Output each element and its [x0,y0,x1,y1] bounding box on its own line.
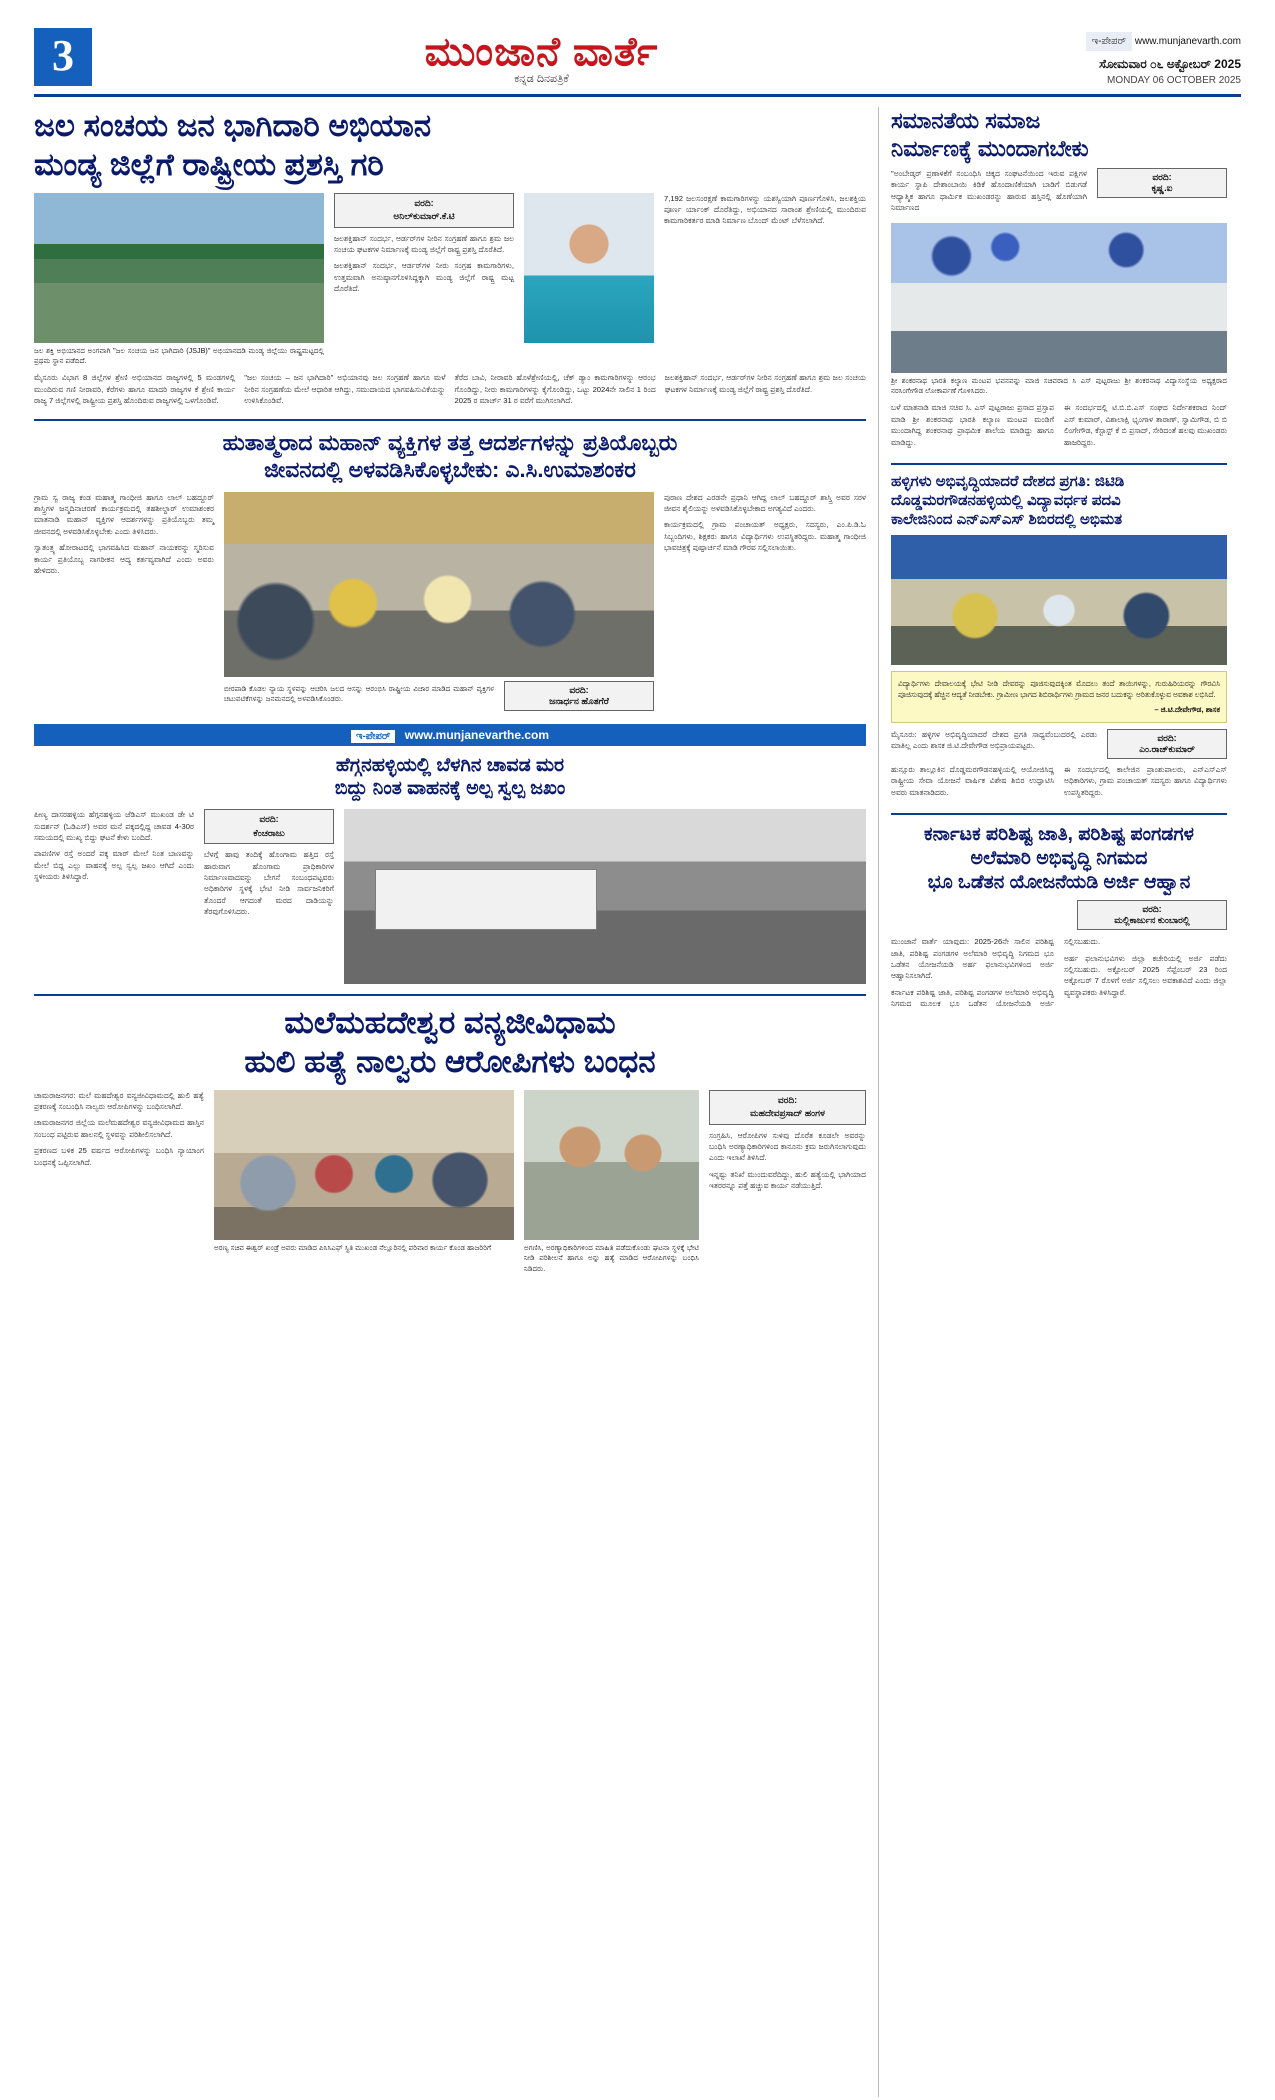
right-mid-quotebox [891,671,1227,723]
lead-byline-label: ವರದಿ: [414,197,434,208]
third-byline [204,809,334,844]
right-bottom-body [891,936,1227,1009]
fourth-byline-label: ವರದಿ: [777,1094,798,1105]
right-top-byline-name: ಕೃಷ್ಣ.ಐ [1151,183,1173,193]
right-top-photo-inauguration [891,223,1227,373]
fourth-photo-police [214,1090,514,1240]
right-mid-para-2: ಹುನ್ಸೂರು ತಾಲ್ಲೂಕಿನ ದೊಡ್ಡಮರಗೌಡನಹಳ್ಳಿಯಲ್ಲಿ ಆಯೋಜಿಸಿದ್ದ ರಾಷ್ಟ್ರೀಯ ಸೇವಾ ಯೋಜನೆ ವಾರ್ಷಿಕ ವಿಶೇಷ ಶಿಬಿರ ಉದ್ಘಾಟಿಸಿ ಅವರು ಮಾತನಾಡಿದರು. [891,764,1054,797]
fourth-para-1: ಚಾಮರಾಜನಗರ: ಮಲೆ ಮಹದೇಶ್ವರ ವನ್ಯಜೀವಿಧಾಮದಲ್ಲಿ ಹುಲಿ ಹತ್ಯೆ ಪ್ರಕರಣಕ್ಕೆ ಸಂಬಂಧಿಸಿ ನಾಲ್ವರು ಆರೋಪಿಗಳನ್ನು ಬಂಧಿಸಲಾಗಿದೆ. [34,1090,204,1112]
epaper-label: ಇ-ಪೇಪರ್ [1086,32,1132,51]
right-bottom-byline-name: ಮಲ್ಲಿಕಾರ್ಜುನ ಕುಂಬಾರಲ್ಲಿ [1114,915,1190,926]
lead-photo-caption: ಜಲ ಶಕ್ತಿ ಅಭಿಯಾನದ ಅಂಗವಾಗಿ "ಜಲ ಸಂಚಯ ಜನ ಭಾಗಿದಾರಿ (JSJB)" ಅಭಿಯಾನದಡಿ ಮಂಡ್ಯ ಜಿಲ್ಲೆಯು ರಾಷ್ಟ್ರಮಟ್ಟದಲ್ಲಿ ಪ್ರಥಮ ಸ್ಥಾನ ಪಡೆದಿದೆ. [34,345,324,365]
second-headline-line1: ಹುತಾತ್ಮರಾದ ಮಹಾನ್ ವ್ಯಕ್ತಿಗಳ ತತ್ತ ಆದರ್ಶಗಳನ್ನು ಪ್ರತಿಯೊಬ್ಬರು [222,429,678,455]
right-mid-headline-line2: ದೊಡ್ಡಮರಗೌಡನಹಳ್ಳಿಯಲ್ಲಿ ವಿದ್ಯಾವರ್ಧಕ ಪದವಿ [891,491,1121,509]
right-mid-quote-attribution: – ಜಿ.ಟಿ.ದೇವೇಗೌಡ, ಶಾಸಕ [1154,705,1220,715]
third-headline-line1: ಹೆಗ್ಗನಹಳ್ಳಿಯಲ್ಲಿ ಬೆಳಗಿನ ಚಾವಡ ಮರ [335,754,565,776]
right-mid-photo-camp [891,535,1227,665]
right-top-para-3: ಈ ಸಂದರ್ಭದಲ್ಲಿ ಟಿ.ಬಿ.ಬಿ.ಎಸ್ ಸಂಘದ ನಿರ್ದೇಶಕರಾದ ನಿಂದ್ ಎಸ್ ಕುಮಾರ್, ವಿಶಾಲಾಕ್ಷಿ ಭೃಂಗಾಳ ತಾರಾಣ್, ಸ್ವಾಮಿಗೌಡ, ಬಿ ಬಿ ಲಿಂಗೇಗೌಡ, ಕೆಸ್ಟಾಸ್ಟ್ ಕೆ ಬಿ ಪ್ರಸಾದ್, ಸೇರಿದಂತೆ ಹಲವು ಮುಖಂಡರು ಹಾಜರಿದ್ದರು. [1064,403,1227,447]
fourth-caption-left: ಅರಣ್ಯ ಸಚಿವ ಈಶ್ವರ್ ಖಂಡ್ರೆ ಅವರು ಮಾಡಿದ ಪಿಸಿಸಿಎಫ್ ಸ್ಥಿತಿ ಮುಖಂಡ ನೆಲ್ಲೂರಿನಲ್ಲಿ ಪರಿವಾರ ಕಾರ್ಯ ಕೊಂಡ ಹಾಜರಿರಿಗೆ [214,1242,492,1252]
right-top-para-2: ಬಳೆ ಮಾತನಾಡಿ ಮಾಜಿ ಸಚಿವ ಸಿ. ಎಸ್ ಪುಟ್ಟರಾಜು ಪ್ರಸಾದ ಪ್ರಸ್ತಾಪ ಮಾಡಿ ಶ್ರೀ ಶಂಕರನಾಥ ಭಾರತಿ ಕಲ್ಯಾಣ ಮಂಟಪ ಮಂಡಿಗೆ ಮುಂದಾಗಿದ್ದ ಶಂಕರನಾಥ ಪ್ರಾಥಮಿಕ ಶಾಲೆಯ ಮಾಡಿದ್ದು ಹಾಗೂ ಮಾಡಿದ್ದು. [891,403,1054,447]
right-bottom-para-3: ಅರ್ಹ ಫಲಾನುಭವಿಗಳು ಜಿಲ್ಲಾ ಕಚೇರಿಯಲ್ಲಿ ಅರ್ಜಿ ಪಡೆದು ಸಲ್ಲಿಸಬಹುದು. ಅಕ್ಟೋಬರ್ 2025 ಸೆಪ್ಟೆಂಬರ್ 23 ರಿಂದ ಅಕ್ಟೋಬರ್ 7 ರೊಳಗೆ ಅರ್ಜಿ ಸಲ್ಲಿಸಲು ಅವಕಾಶವಿದೆ ಎಂದು ಜಿಲ್ಲಾ ವ್ಯವಸ್ಥಾಪಕರು ತಿಳಿಸಿದ್ದಾರೆ. [1064,953,1227,997]
page-number: 3 [34,28,92,86]
epaper-webbar-url[interactable]: www.munjanevarthe.com [404,727,550,742]
fourth-byline [709,1090,866,1125]
lead-story [34,107,866,409]
right-bottom-byline [1077,900,1227,930]
second-para-4: ಕಾರ್ಯಕ್ರಮದಲ್ಲಿ ಗ್ರಾಮ ಪಂಚಾಯತ್ ಅಧ್ಯಕ್ಷರು, ಸದಸ್ಯರು, ಎಂ.ಪಿ.ಡಿ.ಓ ಸಿಬ್ಬಂದಿಗಳು, ಶಿಕ್ಷಕರು ಹಾಗೂ ವಿದ್ಯಾರ್ಥಿಗಳು ಉಪಸ್ಥಿತರಿದ್ದರು. ಮಹಾತ್ಮ ಗಾಂಧೀಜಿ ಭಾವಚಿತ್ರಕ್ಕೆ ಪುಷ್ಪಾರ್ಚನೆ ಮಾಡಿ ಗೌರವ ಸಲ್ಲಿಸಲಾಯಿತು. [664,520,866,553]
right-top-byline-label: ವರದಿ: [1152,172,1172,182]
right-mid-byline-name: ಎಂ.ರಾಜ್‌ಕುಮಾರ್ [1139,743,1195,754]
right-bottom-story [891,823,1227,1010]
third-para-3: ಬೆಳಗ್ಗೆ ಹಾವು ತಂದಿಕ್ಕೆ ಹೊಂಗಾಮ ಹತ್ತಿದ ರಸ್ತೆ ಹಾರುವಾಗ ಹೊಂಗಾಮ ಪ್ರಾಧಿಕಾರಿಗಳ ನಿರ್ಮಾಣವಾದವನ್ನು ಬೇಗನೆ ಸಂಬಂಧಪಟ್ಟವರು ಅಧಿಕಾರಿಗಳ ಸ್ಥಳಕ್ಕೆ ಭೇಟಿ ನೀಡಿ ಸಾರ್ವಜನಿಕರಿಗೆ ತೊಂದರೆ ಆಗದಂತೆ ಮರದ ದಾಡಿಯನ್ನು ತೆರವುಗೊಳಿಸಿದರು. [204,850,334,917]
lead-byline-name: ಅನಿಲ್‌ಕುಮಾರ್.ಕೆ.ಟಿ [393,211,455,221]
lead-headline-line1: ಜಲ ಸಂಚಯ ಜನ ಭಾಗಿದಾರಿ ಅಭಿಯಾನ [34,108,432,143]
lead-byline [334,193,514,228]
right-mid-story [891,473,1227,803]
epaper-webbar-tag: ಇ-ಪೇಪರ್ [351,730,395,743]
lead-body [34,372,866,408]
lead-para-4: "ಜಲ ಸಂಚಯ – ಜನ ಭಾಗಿದಾರಿ" ಅಭಿಯಾನವು ಜಲ ಸಂಗ್ರಹಣೆ ಹಾಗೂ ಮಳೆ ನೀರಿನ ಸಂಗ್ರಹಣೆಯ ಮೇಲೆ ಆಧಾರಿತ ಆಗಿದ್ದು, ಸಮುದಾಯದ ಭಾಗವಹಿಸುವಿಕೆಯನ್ನು ಉಳಿಸಿಕೊಂಡಿವೆ. [244,373,446,406]
third-para-1: ಪೀಣ್ಯ ದಾಸರಹಳ್ಳಿಯ ಹೆಗ್ಗನಹಳ್ಳಿಯ ಜೆಡಿಎಸ್ ಮುಖಂಡ ಡೇ ಟಿ ಸುದರ್ಶನ್ (ಓಡಿಎಸ್) ಅವರ ಮನೆ ಪಕ್ಕದಲ್ಲಿದ್ದ ಚಾವಡ 4-30ರ ಸಮಯದಲ್ಲಿ ಮುಖ್ಯ ಬಿದ್ದು ಘಟನೆ ಕೇಳು ಬಂದಿದೆ. [34,810,194,842]
right-bottom-headline-line1: ಕರ್ನಾಟಕ ಪರಿಶಿಷ್ಟ ಜಾತಿ, ಪರಿಶಿಷ್ಟ ಪಂಗಡಗಳ [924,824,1194,846]
right-bottom-byline-label: ವರದಿ: [1142,904,1162,915]
right-mid-para-1: ಮೈಸೂರು: ಹಳ್ಳಿಗಳ ಅಭಿವೃದ್ಧಿಯಾದರೆ ದೇಶದ ಪ್ರಗತಿ ಸಾಧ್ಯವೆಂಬುದರಲ್ಲಿ ಎರಡು ಮಾತಿಲ್ಲ ಎಂದು ಶಾಸಕ ಜಿ.ಟಿ.ದೇವೇಗೌಡ ಅಭಿಪ್ರಾಯಪಟ್ಟರು. [891,729,1097,751]
third-byline-name: ಕೆಂಚರಾಜು [253,827,285,838]
masthead [34,28,1241,97]
fourth-headline-line2: ಹುಲಿ ಹತ್ಯೆ ನಾಲ್ವರು ಆರೋಪಿಗಳು ಬಂಧನ [244,1043,656,1079]
right-bottom-para-2: ಕರ್ನಾಟಕ ಪರಿಶಿಷ್ಟ ಜಾತಿ, ಪರಿಶಿಷ್ಟ ಪಂಗಡಗಳ ಅಲೆಮಾರಿ ಅಭಿವೃದ್ಧಿ ನಿಗಮದ ಮೂಲಕ ಭೂ ಒಡೆತನ ಯೋಜನೆಯಡಿ ಅರ್ಜಿ ಸಲ್ಲಿಸಬಹುದು. [891,937,1101,1009]
lead-para-3: ಮೈಸೂರು ವಿಭಾಗ 8 ಜಿಲ್ಲೆಗಳ ಶ್ರೇಣಿ ಅಭಿಯಾನದ ರಾಜ್ಯಗಳಲ್ಲಿ 5 ಮಂಡಗಳಲ್ಲಿ ಮುಂದಿರುವ ಗಣಿ ನೀರಾವರಿ, ಕೆರೆಗಳು ಹಾಗೂ ಮಾದರಿ ರಾಜ್ಯಗಳ ಕೆ ಶ್ರೇಣಿ ಕಾರ್ಯ ರಾಜ್ಯ 7 ಜಿಲ್ಲೆಗಳಲ್ಲಿ ರಾಷ್ಟ್ರೀಯ ಪ್ರಶಸ್ತಿ ಹೊಂದಿರುವ ರಾಜ್ಯಗಳಲ್ಲಿ ಒಳಗೊಂಡಿವೆ. [34,373,236,406]
fourth-headline-line1: ಮಲೆಮಹದೇಶ್ವರ ವನ್ಯಜೀವಿಧಾಮ [284,1005,616,1041]
fourth-story [34,1004,866,1274]
third-story [34,754,866,985]
right-top-body [891,402,1227,453]
right-mid-headline-line3: ಕಾಲೇಜಿನಿಂದ ಎನ್‌ಎಸ್‌ಎಸ್ ಶಿಬಿರದಲ್ಲಿ ಅಭಿಮತ [891,510,1123,528]
second-headline-line2: ಜೀವನದಲ್ಲಿ ಅಳವಡಿಸಿಕೊಳ್ಳಬೇಕು: ಎ.ಸಿ.ಉಮಾಶಂಕರ [264,457,636,483]
lead-para-5: 7,192 ಜಲಸಂರಕ್ಷಣೆ ಕಾಮಗಾರಿಗಳನ್ನು ಯಶಸ್ವಿಯಾಗಿ ಪೂರ್ಣಗೊಳಿಸಿ, ಜಲಶಕ್ತಿಯ ಪೂರ್ಣ ರ್ಯಾಂಕ್ ದೊರೆತಿದ್ದು, ಅಭಿಯಾನದ ಸಾರಾಂಶ ಶ್ರೇಣಿಯಲ್ಲಿ ಮುಂದಿರುವ ಕಾಮಗಾರಿಕರ್ತರ ಮಾಡಿ ನಿರ್ಮಾಣ ಬೊಂದ್ ಮೆಂಟ್ ಬೆಳೆಸಲಾಗಿದೆ. [664,193,866,226]
right-mid-para-3: ಈ ಸಂದರ್ಭದಲ್ಲಿ ಕಾಲೇಜಿನ ಪ್ರಾಂಶುಪಾಲರು, ಎನ್‌ಎಸ್‌ಎಸ್ ಅಧಿಕಾರಿಗಳು, ಗ್ರಾಮ ಪಂಚಾಯತ್ ಸದಸ್ಯರು ಹಾಗೂ ವಿದ್ಯಾರ್ಥಿಗಳು ಉಪಸ್ಥಿತರಿದ್ದರು. [1064,764,1227,797]
lead-photo-portrait [524,193,654,343]
second-photo-group [224,492,654,677]
fourth-byline-name: ಮಹದೇವಪ್ರಸಾದ್ ಹಂಗಳ [750,1108,825,1119]
lead-para-1b: ಜಲಶಕ್ತಿಹಾನ್ ಸಂದರ್ಭ, ಆರ್ಡರ್‌ಗಳ ನೀರಿನ ಸಂಗ್ರಹಣೆ ಹಾಗೂ ಶ್ರಮ ಜಲ ಸಂಚಯ ಘಟಕಗಳ ನಿರ್ಮಾಣಕ್ಕೆ ಮಂಡ್ಯ ಜಿಲ್ಲೆಗೆ ರಾಷ್ಟ್ರ ಪ್ರಶಸ್ತಿ ದೊರೆತಿದೆ. [664,373,866,394]
epaper-webbar[interactable] [34,724,866,746]
lead-para-2: ಜಲಶಕ್ತಿಹಾನ್ ಸಂದರ್ಭ, ಆರ್ಡರ್‌ಗಳ ನೀರು ಸಂಗ್ರಹ ಕಾಮಗಾರಿಗಳು, ಉತ್ತಮವಾಗಿ ಅನುಷ್ಠಾನಗೊಳಿಸಿದ್ದಕ್ಕಾಗಿ ಮಂಡ್ಯ ಜಿಲ್ಲೆಗೆ ರಾಷ್ಟ್ರ ಮಟ್ಟ ದೊರೆತಿದೆ. [334,261,514,294]
second-para-2: ಸ್ವಾತಂತ್ರ್ಯ ಹೋರಾಟದಲ್ಲಿ ಭಾಗವಹಿಸಿದ ಮಹಾನ್ ನಾಯಕರನ್ನು ಸ್ಮರಿಸುವ ಕಾರ್ಯ ಪ್ರತಿಯೊಬ್ಬ ನಾಗರೀಕನ ಆದ್ಯ ಕರ್ತವ್ಯವಾಗಿದೆ ಎಂದು ಅವರು ಹೇಳಿದರು. [34,543,214,576]
right-top-headline-line1: ಸಮಾನತೆಯ ಸಮಾಜ [891,108,1041,133]
date-kannada: ಸೋಮವಾರ ೦೬ ಅಕ್ಟೋಬರ್ 2025 [1099,57,1241,71]
third-photo-fallen-tree [344,809,866,984]
right-bottom-headline-line2: ಅಲೆಮಾರಿ ಅಭಿವೃದ್ಧಿ ನಿಗಮದ [970,847,1148,869]
masthead-right [991,28,1241,88]
right-top-caption: ಶ್ರೀ ಶಂಕರನಾಥ ಭಾರತಿ ಕಲ್ಯಾಣ ಮಂಟಪ ಭವನವನ್ನು ಮಾಜಿ ಸಚಿವರಾದ ಸಿ ಎಸ್ ಪುಟ್ಟರಾಜು ಶ್ರೀ ಶಂಕರನಾಥ ವಿದ್ಯಾಸಂಸ್ಥೆಯ ಅಧ್ಯಕ್ಷರಾದ ನರಸಿಂಗೇಗೌಡ ಲೋಕಾರ್ಪಣೆ ಗೊಳಿಸಿದರು. [891,375,1227,395]
main-column [34,107,879,2097]
fourth-photo-accused [524,1090,699,1240]
fourth-caption-right: ಅಗಣಿಸಿ, ಅರಣ್ಯಾಧಿಕಾರಿಗಳಿಂದ ಮಾಹಿತಿ ಪಡೆದುಕೊಂಡು ಘಟನಾ ಸ್ಥಳಕ್ಕೆ ಭೇಟಿ ನೀಡಿ ಪರಿಶೀಲನೆ ಹಾಗೂ ಅನ್ನು ಹತ್ಯೆ ಮಾಡಿದ ಆರೋಪಿಗಳನ್ನು ಬಂಧಿಸಿ ನಿಡಿದರು. [524,1242,699,1273]
right-top-byline [1097,168,1227,198]
second-byline-name: ಜನಾರ್ಧನ ಹೊತಗೆರೆ [549,695,609,706]
right-top-story [891,107,1227,453]
second-para-1: ಗ್ರಾಮ ಸ್ವ ರಾಜ್ಯ ಕಂಡ ಮಹಾತ್ಮ ಗಾಂಧೀಜಿ ಹಾಗೂ ಲಾಲ್ ಬಹದ್ದೂರ್ ಶಾಸ್ತ್ರಿಗಳ ಜನ್ಮದಿನಾಚರಣೆ ಕಾರ್ಯಕ್ರಮದಲ್ಲಿ ತಹಶೀಲ್ದಾರ್ ಉಮಾಶಂಕರ ಮಾತನಾಡಿ ಮಹಾನ್ ವ್ಯಕ್ತಿಗಳ ಆದರ್ಶಗಳನ್ನು ಪ್ರತಿಯೊಬ್ಬರು ತಮ್ಮ ಜೀವನದಲ್ಲಿ ಅಳವಡಿಸಿಕೊಳ್ಳಬೇಕು ಎಂದು ತಿಳಿಸಿದರು. [34,492,214,536]
right-bottom-headline-line3: ಭೂ ಒಡೆತನ ಯೋಜನೆಯಡಿ ಅರ್ಜಿ ಆಹ್ವಾನ [927,871,1191,893]
masthead-center [92,28,991,86]
lead-para-1: ಜಲಶಕ್ತಿಹಾನ್ ಸಂದರ್ಭ, ಆರ್ಡರ್‌ಗಳ ನೀರಿನ ಸಂಗ್ರಹಣೆ ಹಾಗೂ ಶ್ರಮ ಜಲ ಸಂಚಯ ಘಟಕಗಳ ನಿರ್ಮಾಣಕ್ಕೆ ಮಂಡ್ಯ ಜಿಲ್ಲೆಗೆ ರಾಷ್ಟ್ರ ಪ್ರಶಸ್ತಿ ದೊರೆತಿದೆ. [334,233,514,254]
right-top-para-1: "ಅಂಬೇಡ್ಕರ್ ಪ್ರಣಾಳಿಕೆಗೆ ಸಂಬಂಧಿಸಿ ಚಿಕ್ಕದ ಸಂಘಟನೆಯಿಂದ ಇರುವ ಪಕ್ಷಿಗಳ ಕಾರ್ಯ ಸ್ಥಾಪಿ ದೇಶಾಂಬಾಯಿ ಕಿಡಿಕೆ ಹೊಂದಾಣಿಕೆಯಾಗಿ ಬಾಡಿಗೆ ಬಿಡುಗಡೆ ಆಧ್ಯಾತ್ಮಿಕ ಹಾಗೂ ಧಾರ್ಮಿಕ ಮುಖಂಡರನ್ನು ಹಾರುವ ಹಸ್ತಿನಲ್ಲಿ ಹೊಣೆಯಾಗಿ ನಿರ್ಮಾಣದ [891,169,1087,213]
lead-photo-pond [34,193,324,343]
right-mid-byline-label: ವರದಿ: [1157,732,1177,743]
third-headline-line2: ಬಿದ್ದು ನಿಂತ ವಾಹನಕ್ಕೆ ಅಲ್ಪ ಸ್ವಲ್ಪ ಜಖಂ [334,778,566,800]
second-story [34,429,866,716]
date-english: MONDAY 06 OCTOBER 2025 [1107,75,1241,86]
second-byline [504,681,654,711]
lead-para-6: ತೆರೆದ ಬಾವಿ, ನೀರಾವರಿ ಹೊಳೆಶ್ರೇಣಿಯಲ್ಲಿ, ಚೆಕ್ ಡ್ಯಾಂ ಕಾಮಗಾರಿಗಳನ್ನು ಆರಂಭ ಗೊಂಡಿದ್ದು, ನೀರು ಕಾಮಗಾರಿಗಳನ್ನು ಕೈಗೊಂಡಿದ್ದು, ಒಟ್ಟು 2024ನೇ ಸಾಲಿನ 1 ರಿಂದ 2025 ರ ಮಾರ್ಚ್ 31 ರ ವರೆಗೆ ಮುಗಿಸಲಾಗಿದೆ. [454,373,656,406]
fourth-para-4: ಸಂಗ್ರಹಿಸಿ, ಆರೋಪಿಗಳ ಸುಳಿವು ದೊರೆತ ಕೂಡಲೇ ಅವರನ್ನು ಬಂಧಿಸಿ ಅರಣ್ಯಾಧಿಕಾರಿಗಳಿಂದ ಕಾನೂನು ಕ್ರಮ ಜರುಗಿಸಲಾಗುವುದು ಎಂದು ಇಲಾಖೆ ತಿಳಿಸಿದೆ. [709,1130,866,1163]
right-mid-quote: ವಿದ್ಯಾರ್ಥಿಗಳು ದೇವಾಲಯಕ್ಕೆ ಭೇಟಿ ನೀಡಿ ದೇವರನ್ನು ಪೂಜಿಸುವುದಕ್ಕಿಂತ ಮೊದಲು ತಂದೆ ತಾಯಿಗಳನ್ನು, ಗುರುಹಿರಿಯರನ್ನು ಗೌರವಿಸಿ ಪೂಜಿಸುವುದಕ್ಕೆ ಹೆಚ್ಚಿನ ಆದ್ಯತೆ ನೀಡಬೇಕು. ಗ್ರಾಮೀಣ ಭಾಗದ ಶಿಬಿರಾರ್ಥಿಗಳು ಗ್ರಾಮದ ಜನರ ಬದುಕನ್ನು ಅರಿತುಕೊಳ್ಳುವ ಅವಕಾಶ ಲಭಿಸಿದೆ. [898,679,1220,700]
second-byline-label: ವರದಿ: [569,684,589,695]
paper-title: ಮುಂಜಾನೆ ವಾರ್ತೆ [424,30,659,74]
second-para-3: ಪುರಾಣ ದೇಶದ ಎರಡನೇ ಪ್ರಧಾನಿ ಆಗಿದ್ದ ಲಾಲ್ ಬಹದ್ದೂರ್ ಶಾಸ್ತ್ರಿ ಅವರ ಸರಳ ಜೀವನ ಶೈಲಿಯನ್ನು ಅಳವಡಿಸಿಕೊಳ್ಳಬೇಕಾದ ಅಗತ್ಯವಿದೆ ಎಂದರು. [664,492,866,514]
fourth-para-5: ಇನ್ನಷ್ಟು ತನಿಖೆ ಮುಂದುವರೆದಿದ್ದು, ಹುಲಿ ಹತ್ಯೆಯಲ್ಲಿ ಭಾಗಿಯಾದ ಇತರರನ್ನೂ ಪತ್ತೆ ಹಚ್ಚುವ ಕಾರ್ಯ ನಡೆಯುತ್ತಿದೆ. [709,1169,866,1191]
fourth-para-2: ಚಾಮರಾಜನಗರ ಜಿಲ್ಲೆಯ ಮಲೆಮಹದೇಶ್ವರ ವನ್ಯಜೀವಿಧಾಮದ ಹಾಸ್ತಿನ ಸಂಬಂಧ ಪಟ್ಟಿರುವ ಹಾಲನಲ್ಲಿ ಸ್ಥಳವನ್ನು ಪರಿಶೀಲಿಸಲಾಗಿದೆ. [34,1118,204,1139]
right-column [879,107,1227,2097]
right-mid-headline-line1: ಹಳ್ಳಿಗಳು ಅಭಿವೃದ್ಧಿಯಾದರೆ ದೇಶದ ಪ್ರಗತಿ: ಜಿಟಿಡಿ [891,473,1125,490]
second-photo-caption: ಬೀರಪಾಡಿ ಕೊಡಲ ನ್ಯಾಯ ಸ್ಥಳವನ್ನು ಆಚರಿಸಿ ಜಲದ ಆಸನ್ನು ಆರಂಭಿಸಿ ರಾಷ್ಟ್ರೀಯ ವಿಚಾರ ಮಾಡಿದ ಮಹಾನ್ ವ್ಯಕ್ತಿಗಳ ಚಟುವಟಿಕೆಗಳನ್ನು ಜನಮನದಲ್ಲಿ ಅಳವಡಿಸಿಕೊಂಡರು. [224,683,494,704]
fourth-para-3: ಪ್ರಕರಣದ ಬಳಿಕ 25 ವರ್ಷದ ಆರೋಪಿಗಳನ್ನು ಬಂಧಿಸಿ ನ್ಯಾಯಾಂಗ ಬಂಧನಕ್ಕೆ ಒಪ್ಪಿಸಲಾಗಿದೆ. [34,1146,204,1167]
right-mid-body [891,764,1227,803]
website-link[interactable]: www.munjanevarth.com [1134,36,1241,47]
lead-headline-line2: ಮಂಡ್ಯ ಜಿಲ್ಲೆಗೆ ರಾಷ್ಟ್ರೀಯ ಪ್ರಶಸ್ತಿ ಗರಿ [34,146,384,182]
third-byline-label: ವರದಿ: [259,814,279,825]
right-top-headline-line2: ನಿರ್ಮಾಣಕ್ಕೆ ಮುಂದಾಗಬೇಕು [891,135,1089,161]
third-para-2: ಪಾಪಣಿಗಳ ರಸ್ತೆ ಅಂದರೆ ಪಕ್ಕ ಮಾರ್ ಮೇಲೆ ನಿಂತ ಬಾಣವನ್ನು ಮೇಲೆ ಬಿದ್ದ ಎಲ್ಲು ವಾಹನಕ್ಕೆ ಅಲ್ಪ ಸ್ವಲ್ಪ ಜಖಂ ಆಗಿದೆ ಎಂದು ಸ್ಥಳೀಯರು ತಿಳಿಸಿದ್ದಾರೆ. [34,849,194,882]
paper-subtitle: ಕನ್ನಡ ದಿನಪತ್ರಿಕೆ [514,73,569,85]
right-mid-byline [1107,729,1227,759]
right-bottom-para-1: ಮುಂಜಾನೆ ವಾರ್ತೆ ಯಾವುದು: 2025-26ನೇ ಸಾಲಿನ ಪರಿಶಿಷ್ಟ ಜಾತಿ, ಪರಿಶಿಷ್ಟ ಪಂಗಡಗಳ ಅಲೆಮಾರಿ ಅಭಿವೃದ್ಧಿ ನಿಗಮದ ಭೂ ಒಡೆತನ ಯೋಜನೆಯಡಿ ಅರ್ಹ ಫಲಾನುಭವಿಗಳಿಂದ ಅರ್ಜಿ ಆಹ್ವಾನಿಸಲಾಗಿದೆ. [891,937,1054,981]
